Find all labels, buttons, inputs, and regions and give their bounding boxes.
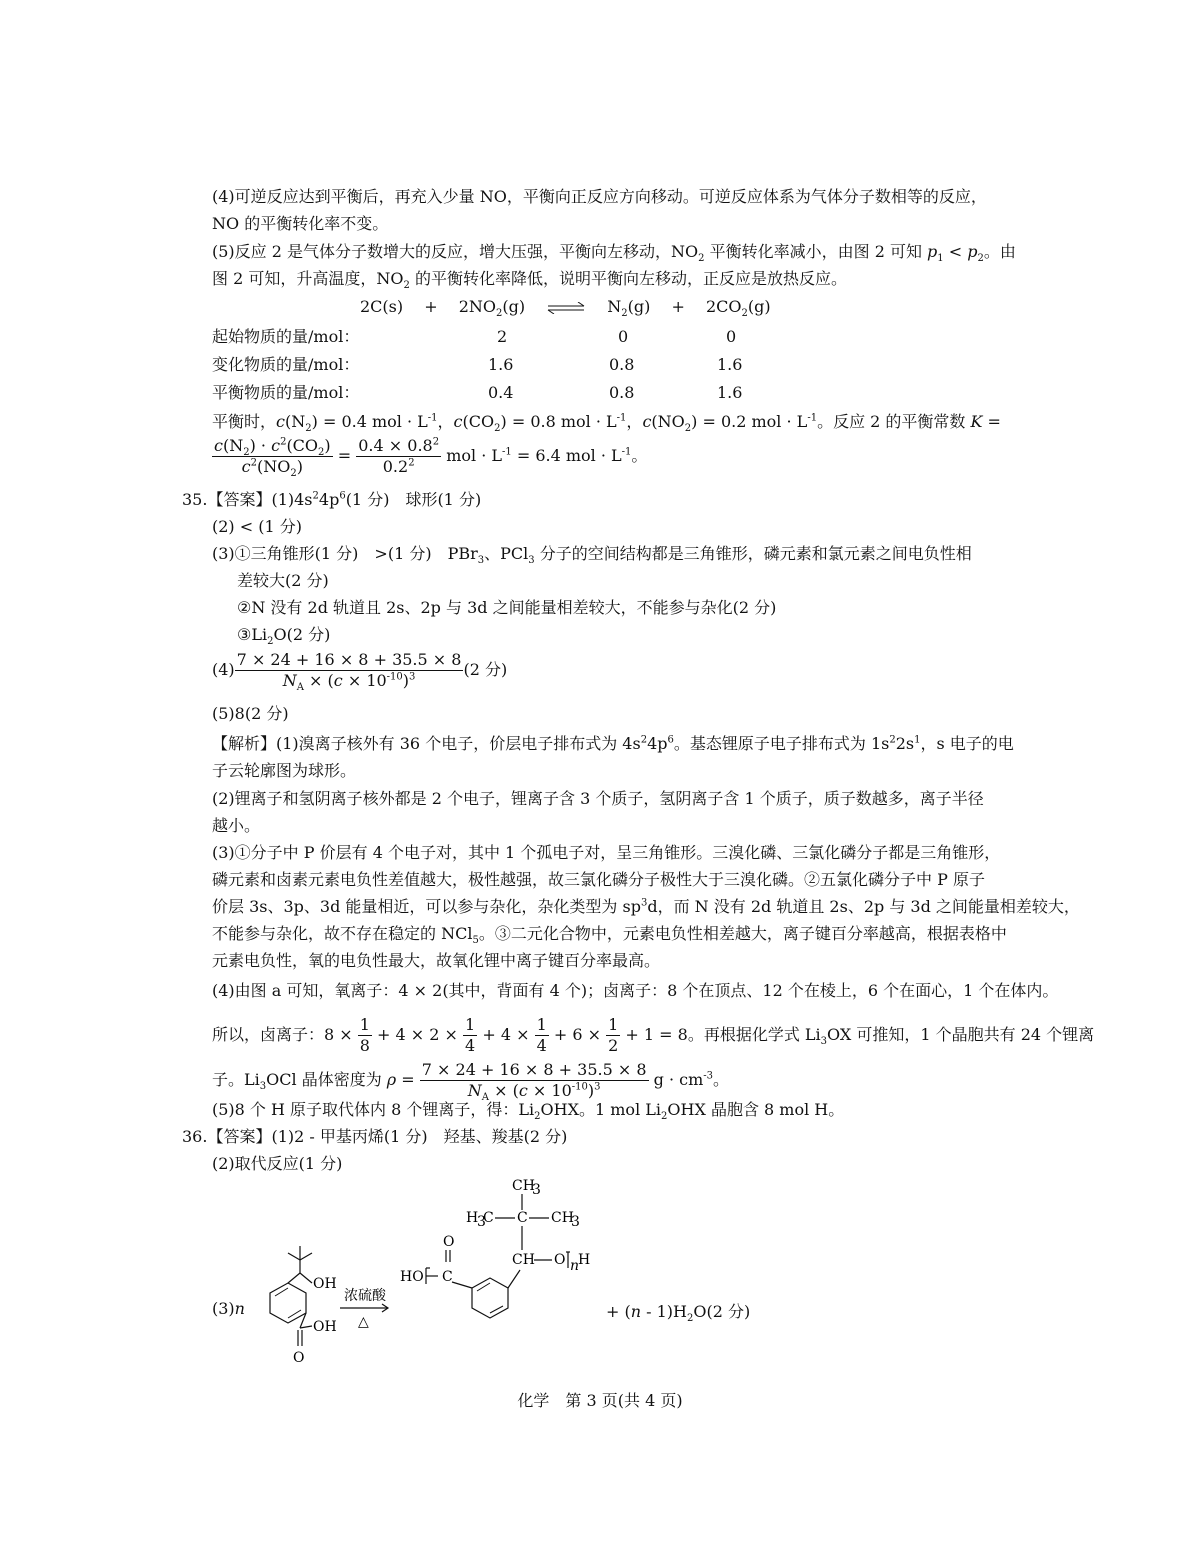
q35-analysis-3-c: 价层 3s、3p、3d 能量相近，可以参与杂化，杂化类型为 $sp^3d$，而 N 没有 2d 轨道且 2s、2p 与 3d 之间能量相差较大， <box>212 897 1080 916</box>
density-fraction-2: $\frac{7 \times 24 + 16 \times 8 + 35.5 \times 8}{N_A \times (c \times 10^{-10})^3}$ <box>421 1060 647 1104</box>
table-cell: 1.6 <box>488 355 514 374</box>
q35-analysis-5: (5)8 个 H 原子取代体内 8 个锂离子，得：$Li_2OHX$。1 mol $Li_2OHX$ 晶胞含 8 mol H。 <box>212 1100 845 1123</box>
table-row-label: 起始物质的量/mol： <box>212 327 360 346</box>
q35-analysis-4-c: 子。$Li_3OCl$ 晶体密度为 ρ = $\frac{7 \times 24 + 16 \times 8 + 35.5 \times 8}{N_A \times (c \times 10^{-10})^3}$ $g \cdot cm^{-3}$。 <box>212 1060 730 1104</box>
svg-text:O: O <box>293 1350 305 1366</box>
svg-text:CH: CH <box>551 1210 574 1226</box>
equilibrium-arrow-icon <box>546 302 586 314</box>
table-cell: 0.4 <box>488 383 514 402</box>
table-cell: 0 <box>618 327 629 346</box>
page-footer: 化学 第 3 页(共 4 页) <box>517 1391 683 1410</box>
q36-answer-1: 36.【答案】(1)2 - 甲基丙烯(1 分) 羟基、羧基(2 分) <box>182 1127 568 1146</box>
q35-analysis-2: (2)锂离子和氢阴离子核外都是 2 个电子，锂离子含 3 个质子，氢阴离子含 1 个质子，质子数越多，离子半径 <box>212 789 984 808</box>
q35-answer-2: (2) < (1 分) <box>212 517 302 536</box>
equilibrium-concentrations: 平衡时，$c(N_2) = 0.4$ mol · $L^{-1}$，$c(CO_2) = 0.8$ mol · $L^{-1}$，$c(NO_2) = 0.2$ mol · $L^{-1}$。反应 2 的平衡常数 K = <box>212 412 1001 435</box>
svg-text:H: H <box>578 1252 591 1268</box>
q35-answer-1: 35.【答案】$(1)4s^24p^6(1$ 分) 球形(1 分) <box>182 490 482 509</box>
q35-analysis-4-a: (4)由图 a 可知，氧离子：4 × 2(其中，背面有 4 个)；卤离子：8 个在顶点、12 个在棱上，6 个在面心，1 个在体内。 <box>212 981 1059 1000</box>
svg-text:n: n <box>570 1258 580 1274</box>
q35-answer-3-2: ②N 没有 2d 轨道且 2s、2p 与 3d 之间能量相差较大，不能参与杂化(2 分) <box>237 598 777 617</box>
q34-part5-line2: 图 2 可知，升高温度，$NO_2$ 的平衡转化率降低，说明平衡向左移动，正反应是放热反应。 <box>212 269 847 292</box>
q35-analysis-3-e: 元素电负性，氧的电负性最大，故氧化锂中离子键百分率最高。 <box>212 951 661 970</box>
q35-answer-3: (3)①三角锥形(1 分) >(1 分) PBr$_3$、PCl$_3$ 分子的空间结构都是三角锥形，磷元素和氯元素之间电负性相 <box>212 544 972 567</box>
q35-analysis-2-cont: 越小。 <box>212 816 261 835</box>
svg-text:OH: OH <box>313 1276 337 1292</box>
q35-answer-5: (5)8(2 分) <box>212 704 289 723</box>
reactant-molecule <box>270 1246 337 1366</box>
svg-text:H: H <box>466 1210 479 1226</box>
q36-answer-3-label: (3)n <box>212 1299 245 1318</box>
svg-text:O: O <box>443 1234 455 1250</box>
q36-answer-2: (2)取代反应(1 分) <box>212 1154 343 1173</box>
svg-text:3: 3 <box>477 1214 486 1230</box>
svg-text:浓硫酸: 浓硫酸 <box>344 1288 386 1304</box>
q34-part5-line1: (5)反应 2 是气体分子数增大的反应，增大压强，平衡向左移动，$NO_2$ 平衡转化率减小，由图 2 可知 $p_1 < p_2$。由 <box>212 242 1016 265</box>
table-cell: 1.6 <box>717 355 743 374</box>
svg-text:CH: CH <box>512 1252 535 1268</box>
table-cell: 2 <box>497 327 508 346</box>
svg-text:C: C <box>442 1269 453 1285</box>
svg-text:CH: CH <box>512 1178 535 1194</box>
svg-text:C: C <box>483 1210 494 1226</box>
density-fraction: $\frac{7 \times 24 + 16 \times 8 + 35.5 \times 8}{N_A \times (c \times 10^{-10})^3}$ <box>236 650 462 694</box>
q34-part4-line2: NO 的平衡转化率不变。 <box>212 214 389 233</box>
product-polymer <box>400 1178 590 1318</box>
q36-answer-3-byproduct: + $(n - 1)H_2O(2$ 分) <box>606 1302 751 1325</box>
q35-answer-3-cont: 差较大(2 分) <box>237 571 329 590</box>
q35-analysis-1-cont: 子云轮廓图为球形。 <box>212 761 357 780</box>
q35-analysis-3-b: 磷元素和卤素元素电负性差值越大，极性越强，故三氯化磷分子极性大于三溴化磷。②五氯化磷分子中 P 原子 <box>212 870 985 889</box>
q35-analysis-4-b: 所以，卤离子：8 × $\frac{1}{8}$ + 4 × 2 × $\frac{1}{4}$ + 4 × $\frac{1}{4}$ + 6 × $\frac{1}{2}$ + 1 = 8。再根据化学式 $Li_3OX$ 可推知，1 个晶胞共有 24 个锂离 <box>212 1015 1095 1055</box>
svg-text:3: 3 <box>571 1214 580 1230</box>
polymerization-reaction-diagram <box>240 1178 780 1368</box>
q35-analysis-1: 【解析】(1)溴离子核外有 36 个电子，价层电子排布式为 $4s^24p^6$。基态锂原子电子排布式为 $1s^22s^1$，s 电子的电 <box>212 734 1014 753</box>
table-cell: 1.6 <box>717 383 743 402</box>
equilibrium-constant-expression: $\frac{c(N_2) \cdot c^2(CO_2)}{c^2(NO_2)}$ = $\frac{0.4 \times 0.8^2}{0.2^2}$ mol · $L^{-1} = 6.4$ mol · $L^{-1}$。 <box>214 436 648 480</box>
k-fraction: $\frac{c(N_2) \cdot c^2(CO_2)}{c^2(NO_2)}$ <box>214 436 331 480</box>
reaction-equation: 2C(s) + $2NO_2(g)$ $N_2(g)$ + $2CO_2(g)$ <box>360 297 771 320</box>
table-cell: 0.8 <box>609 355 635 374</box>
table-cell: 0.8 <box>609 383 635 402</box>
svg-text:C: C <box>517 1210 528 1226</box>
q35-analysis-3-d: 不能参与杂化，故不存在稳定的 NCl$_5$。③二元化合物中，元素电负性相差越大，离子键百分率越高，根据表格中 <box>212 924 1007 947</box>
table-row-label: 变化物质的量/mol： <box>212 355 360 374</box>
q34-part4-line1: (4)可逆反应达到平衡后，再充入少量 NO，平衡向正反应方向移动。可逆反应体系为气体分子数相等的反应， <box>212 187 987 206</box>
k-value-fraction: $\frac{0.4 \times 0.8^2}{0.2^2}$ <box>358 436 440 476</box>
table-cell: 0 <box>726 327 737 346</box>
q35-answer-3-3: $③Li_2O(2$ 分) <box>237 625 331 648</box>
svg-text:HO: HO <box>400 1269 424 1285</box>
table-row-label: 平衡物质的量/mol： <box>212 383 360 402</box>
q35-analysis-3-a: (3)①分子中 P 价层有 4 个电子对，其中 1 个孤电子对，呈三角锥形。三溴化磷、三氯化磷分子都是三角锥形， <box>212 843 1001 862</box>
svg-text:O: O <box>554 1252 566 1268</box>
reaction-arrow-icon <box>340 1288 388 1330</box>
svg-text:△: △ <box>358 1314 369 1330</box>
svg-text:OH: OH <box>313 1319 337 1335</box>
svg-text:3: 3 <box>532 1182 541 1198</box>
q35-answer-4: (4) $\frac{7 \times 24 + 16 \times 8 + 35.5 \times 8}{N_A \times (c \times 10^{-10})^3}$ (2 分) <box>212 650 508 694</box>
